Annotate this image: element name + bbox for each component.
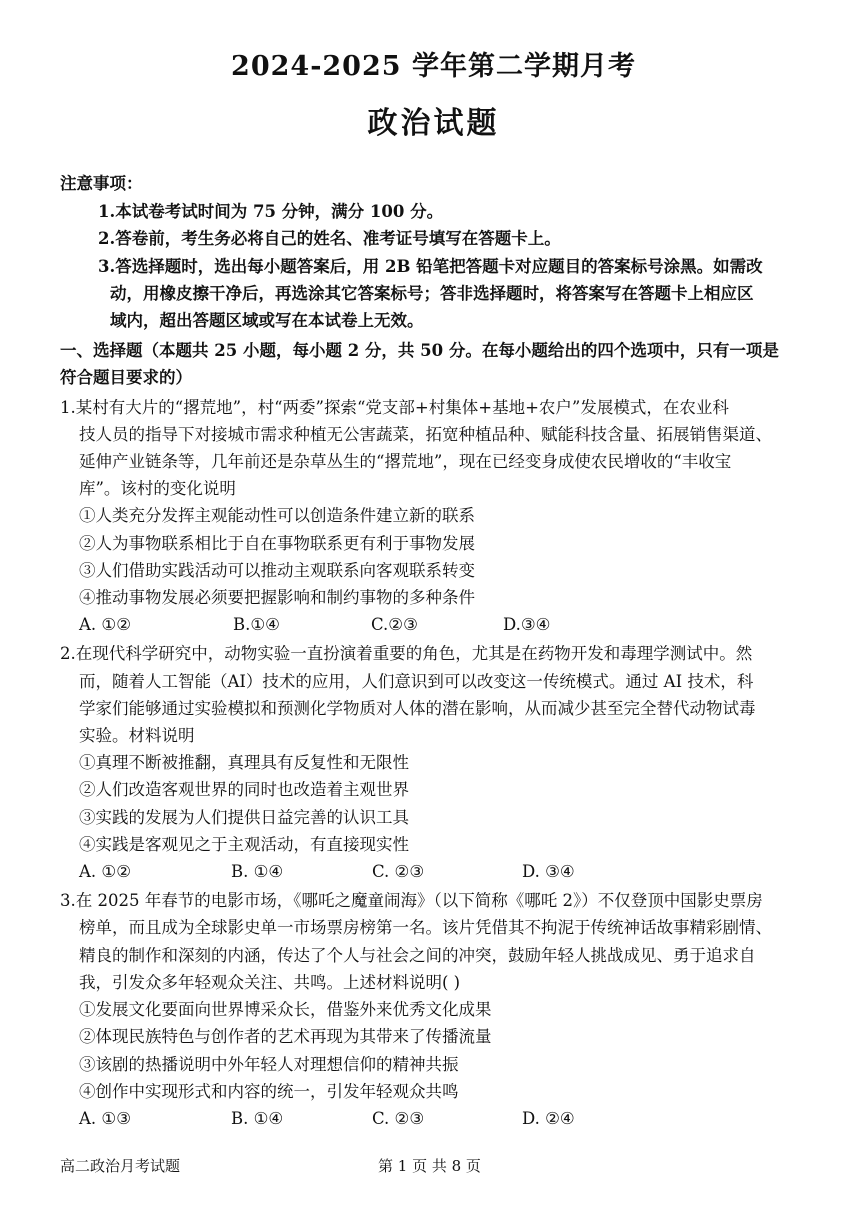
statement-2: ②体现民族特色与创作者的艺术再现为其带来了传播流量 bbox=[79, 1027, 492, 1047]
statement-2: ②人们改造客观世界的同时也改造着主观世界 bbox=[79, 780, 409, 800]
statement-4: ④推动事物发展必须要把握影响和制约事物的多种条件 bbox=[79, 588, 475, 608]
page-number: 第 1 页 共 8 页 bbox=[378, 1157, 481, 1175]
notice-item-3-cont-2: 域内，超出答题区域或写在本试卷上无效。 bbox=[110, 311, 424, 331]
question-stem-line: 库”。该村的变化说明 bbox=[79, 479, 236, 499]
notice-item-2: 2.答卷前，考生务必将自己的姓名、准考证号填写在答题卡上。 bbox=[98, 229, 561, 249]
choice-d: D.③④ bbox=[503, 615, 551, 635]
choice-a: A. ①③ bbox=[79, 1108, 131, 1128]
question-stem-line: 实验。材料说明 bbox=[79, 726, 195, 746]
question-stem-line: 学家们能够通过实验模拟和预测化学物质对人体的潜在影响，从而减少甚至完全替代动物试毒 bbox=[79, 698, 756, 718]
question-2 bbox=[60, 640, 820, 885]
question-3 bbox=[60, 887, 820, 1132]
notice-item-3-cont-1: 动，用橡皮擦干净后，再选涂其它答案标号；答非选择题时，将答案写在答题卡上相应区 bbox=[110, 283, 754, 303]
question-1 bbox=[60, 394, 820, 639]
exam-subject: 政治试题 bbox=[367, 106, 500, 141]
choice-b: B. ①④ bbox=[231, 862, 284, 882]
statement-1: ①发展文化要面向世界博采众长，借鉴外来优秀文化成果 bbox=[79, 1000, 492, 1020]
choice-c: C. ②③ bbox=[372, 1108, 425, 1128]
statement-4: ④创作中实现形式和内容的统一，引发年轻观众共鸣 bbox=[79, 1081, 459, 1101]
statement-3: ③实践的发展为人们提供日益完善的认识工具 bbox=[79, 807, 409, 827]
statement-3: ③该剧的热播说明中外年轻人对理想信仰的精神共振 bbox=[79, 1054, 459, 1074]
notice-heading: 注意事项： bbox=[60, 174, 143, 193]
statement-3: ③人们借助实践活动可以推动主观联系向客观联系转变 bbox=[79, 560, 475, 580]
choice-b: B.①④ bbox=[233, 615, 280, 635]
choice-b: B. ①④ bbox=[231, 1108, 284, 1128]
question-stem-line: 技人员的指导下对接城市需求种植无公害蔬菜，拓宽种植品种、赋能科技含量、拓展销售渠道、 bbox=[79, 424, 772, 444]
choice-row bbox=[60, 611, 820, 638]
notice-item-3: 3.答选择题时，选出每小题答案后，用 2B 铅笔把答题卡对应题目的答案标号涂黑。如需改 bbox=[98, 256, 763, 276]
statement-1: ①人类充分发挥主观能动性可以创造条件建立新的联系 bbox=[79, 506, 475, 526]
question-stem-line: 我，引发众多年轻观众关注、共鸣。上述材料说明( ) bbox=[79, 972, 461, 992]
choice-c: C.②③ bbox=[371, 615, 418, 635]
question-stem-line: 延伸产业链条等，几年前还是杂草丛生的“撂荒地”，现在已经变身成使农民增收的“丰收宝 bbox=[79, 452, 732, 472]
section-heading-line-1: 一、选择题（本题共 25 小题，每小题 2 分，共 50 分。在每小题给出的四个选项中，只有一项是 bbox=[60, 341, 779, 361]
footer-exam-name: 高二政治月考试题 bbox=[60, 1157, 181, 1175]
choice-row bbox=[60, 1105, 820, 1132]
choice-row bbox=[60, 858, 820, 885]
statement-4: ④实践是客观见之于主观活动，有直接现实性 bbox=[79, 834, 409, 854]
choice-a: A. ①② bbox=[79, 615, 131, 635]
choice-c: C. ②③ bbox=[372, 862, 425, 882]
question-stem-line: 3.在 2025 年春节的电影市场，《哪吒之魔童闹海》（以下简称《哪吒 2》）不仅登顶中国影史票房 bbox=[60, 891, 763, 911]
question-stem-line: 精良的制作和深刻的内涵，传达了个人与社会之间的冲突，鼓励年轻人挑战成见、勇于追求自 bbox=[79, 945, 756, 965]
choice-a: A. ①② bbox=[79, 862, 131, 882]
section-heading bbox=[60, 337, 820, 391]
exam-content bbox=[60, 170, 820, 1132]
statement-2: ②人为事物联系相比于自在事物联系更有利于事物发展 bbox=[79, 533, 475, 553]
question-stem-line: 榜单，而且成为全球影史单一市场票房榜第一名。该片凭借其不拘泥于传统神话故事精彩剧情、 bbox=[79, 918, 772, 938]
choice-d: D. ③④ bbox=[522, 862, 575, 882]
statement-1: ①真理不断被推翻，真理具有反复性和无限性 bbox=[79, 753, 409, 773]
notice-item-1: 1.本试卷考试时间为 75 分钟，满分 100 分。 bbox=[98, 202, 444, 222]
question-stem-line: 1.某村有大片的“撂荒地”，村“两委”探索“党支部+村集体+基地+农户”发展模式，在农业科 bbox=[60, 397, 729, 417]
section-heading-line-2: 符合题目要求的） bbox=[60, 368, 192, 388]
choice-d: D. ②④ bbox=[522, 1108, 575, 1128]
question-stem-line: 而，随着人工智能（AI）技术的应用，人们意识到可以改变这一传统模式。通过 AI 技术，科 bbox=[79, 671, 754, 691]
exam-title: 2024-2025 学年第二学期月考 bbox=[231, 51, 636, 82]
question-stem-line: 2.在现代科学研究中，动物实验一直扮演着重要的角色，尤其是在药物开发和毒理学测试中。然 bbox=[60, 644, 753, 664]
